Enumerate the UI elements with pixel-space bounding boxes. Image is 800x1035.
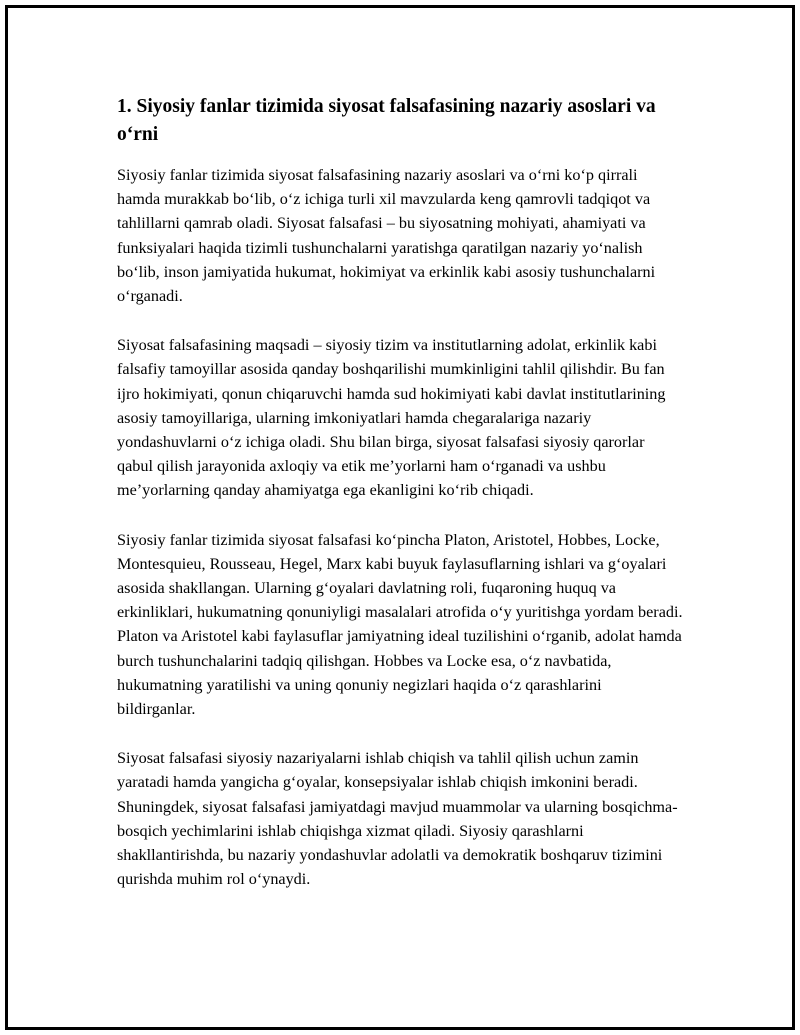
paragraph-1: Siyosiy fanlar tizimida siyosat falsafasining nazariy asoslari va o‘rni ko‘p qirrali hamda murakkab bo‘lib, o‘z ichiga turli xil mavzularda keng qamrovli tadqiqot va tahlillarni qamrab oladi. Siyosat falsafasi – bu siyosatning mohiyati, ahamiyati va funksiyalari haqida tizimli tushunchalarni yaratishga qaratilgan nazariy yo‘nalish bo‘lib, inson jamiyatida hukumat, hokimiyat va erkinlik kabi asosiy tushunchalarni o‘rganadi. xyxy=(117,166,656,306)
section-heading: 1. Siyosiy fanlar tizimida siyosat falsafasining nazariy asoslari va o‘rni xyxy=(117,96,656,145)
paragraph-3: Siyosiy fanlar tizimida siyosat falsafasi ko‘pincha Platon, Aristotel, Hobbes, Locke, Montesquieu, Rousseau, Hegel, Marx kabi buyuk faylasuflarning ishlari va g‘oyalari asosida shakllangan. Ularning g‘oyalari davlatning roli, fuqaroning huquq va erkinliklari, hukumatning qonuniyligi masalalari atrofida o‘y yuritishga yordam beradi. Platon va Aristotel kabi faylasuflar jamiyatning ideal tuzilishini o‘rganib, adolat hamda burch tushunchalarini tadqiq qilishgan. Hobbes va Locke esa, o‘z navbatida, hukumatning yaratilishi va uning qonuniy negizlari haqida o‘z qarashlarini bildirganlar. xyxy=(117,530,683,719)
paragraph-4: Siyosat falsafasi siyosiy nazariyalarni ishlab chiqish va tahlil qilish uchun zamin yaratadi hamda yangicha g‘oyalar, konsepsiyalar ishlab chiqish imkonini beradi. Shuningdek, siyosat falsafasi jamiyatdagi mavjud muammolar va ularning bosqichma-bosqich yechimlarini ishlab chiqishga xizmat qiladi. Siyosiy qarashlarni shakllantirishda, bu nazariy yondashuvlar adolatli va demokratik boshqaruv tizimini qurishda muhim rol o‘ynaydi. xyxy=(117,749,678,889)
document-body xyxy=(117,93,683,916)
paragraph-2: Siyosat falsafasining maqsadi – siyosiy tizim va institutlarning adolat, erkinlik kabi falsafiy tamoyillar asosida qanday boshqarilishi mumkinligini tahlil qilishdir. Bu fan ijro hokimiyati, qonun chiqaruvchi hamda sud hokimiyati kabi davlat institutlarining asosiy tamoyillariga, ularning imkoniyatlari hamda chegaralariga nazariy yondashuvlarni o‘z ichiga oladi. Shu bilan birga, siyosat falsafasi siyosiy qarorlar qabul qilish jarayonida axloqiy va etik me’yorlarni ham o‘rganadi va ushbu me’yorlarning qanday ahamiyatga ega ekanligini ko‘rib chiqadi. xyxy=(117,336,666,500)
